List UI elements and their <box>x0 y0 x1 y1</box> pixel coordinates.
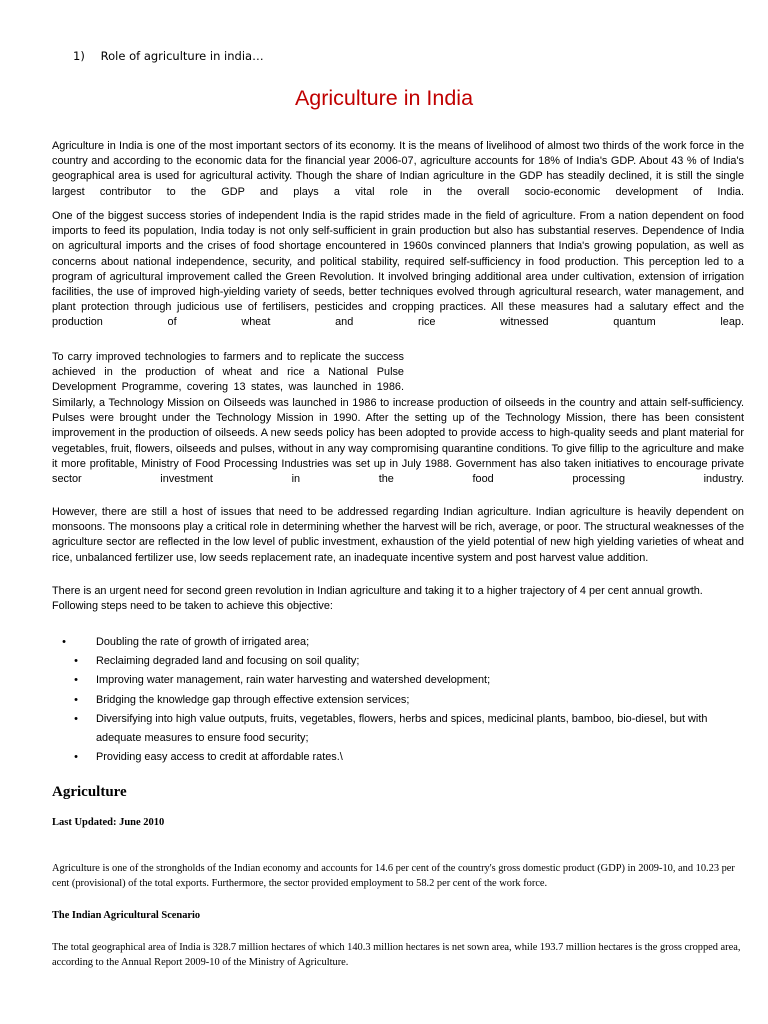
paragraph-pulse-programme: To carry improved technologies to farmers and to replicate the success achieved in the production of wheat and rice a National Pulse Development Programme, covering 13 states, was launched in 1986. <box>52 351 404 394</box>
bullet-icon: • <box>74 712 78 725</box>
list-item: • Doubling the rate of growth of irrigated area; <box>52 633 744 652</box>
heading-text: Role of agriculture in india… <box>100 49 264 63</box>
bullet-icon: • <box>74 655 78 668</box>
agriculture-heading: Agriculture <box>52 784 127 800</box>
page-title: Agriculture in India <box>294 86 474 110</box>
list-item: • Bridging the knowledge gap through effective extension services; <box>52 691 744 710</box>
bullet-icon: • <box>74 693 78 706</box>
paragraph-issues: However, there are still a host of issues that need to be addressed regarding Indian agriculture. Indian agriculture is heavily dependent on monsoons. The monsoons play a critical role in determining whether the harvest will be rich, average, or poor. The structural weaknesses of the agriculture sector are reflected in the low level of public investment, exhaustion of the yield potential of new high yielding varieties of wheat and rice, unbalanced fertilizer use, low seeds replacement rate, an inadequate incentive system and post harvest value addition. <box>52 506 744 564</box>
paragraph-urgent-need: There is an urgent need for second green revolution in Indian agriculture and taking it to a higher trajectory of 4 per cent annual growth. Following steps need to be taken to achieve this objective: <box>52 585 703 613</box>
section-heading <box>73 49 264 63</box>
bullet-icon: • <box>62 636 66 648</box>
scenario-subheading: The Indian Agricultural Scenario <box>52 910 201 921</box>
steps-list <box>52 633 744 767</box>
list-item: • Providing easy access to credit at affordable rates.\ <box>52 748 744 767</box>
bullet-icon: • <box>74 674 78 687</box>
bullet-icon: • <box>74 751 78 764</box>
paragraph-oilseeds-mission: Similarly, a Technology Mission on Oilseeds was launched in 1986 to increase production of oilseeds in the country and attain self-sufficiency. Pulses were brought under the Technology Mission in 1990. After the setting up of the Technology Mission, there has been consistent improvement in the production of oilseeds. A new seeds policy has been adopted to provide access to high-quality seeds and plant material for vegetables, fruit, flowers, oilseeds and pulses, without in any way compromising quarantine conditions. To give fillip to the agriculture and make it more profitable, Ministry of Food Processing Industries was set up in July 1988. Government has also taken initiatives to encourage private sector investment in the food processing industry. <box>52 397 744 486</box>
list-item: • Diversifying into high value outputs, fruits, vegetables, flowers, herbs and spices, medicinal plants, bamboo, bio-diesel, but with adequate measures to ensure food security; <box>52 710 744 748</box>
last-updated: Last Updated: June 2010 <box>52 817 165 828</box>
heading-number: 1) <box>73 49 85 63</box>
paragraph-intro: Agriculture in India is one of the most important sectors of its economy. It is the means of livelihood of almost two thirds of the work force in the country and according to the economic data for the financial year 2006-07, agriculture accounts for 18% of India's GDP. About 43 % of India's geographical area is used for agricultural activity. Though the share of Indian agriculture in the GDP has steadily declined, it is still the single largest contributor to the GDP and plays a vital role in the overall socio-economic development of India. <box>52 140 744 198</box>
list-item: • Reclaiming degraded land and focusing on soil quality; <box>52 652 744 671</box>
paragraph-economy: Agriculture is one of the strongholds of the Indian economy and accounts for 14.6 per cent of the country's gross domestic product (GDP) in 2009-10, and 10.23 per cent (provisional) of the total exports. Furthermore, the sector provided employment to 58.2 per cent of the work force. <box>52 863 735 889</box>
paragraph-green-revolution: One of the biggest success stories of independent India is the rapid strides made in the field of agriculture. From a nation dependent on food imports to feed its population, India today is not only self-sufficient in grain production but also has substantial reserves. Dependence of India on agricultural imports and the crises of food shortage encountered in 1960s convinced planners that India's growing population, as well as concerns about national independence, security, and political stability, required self-sufficiency in food production. This perception led to a program of agricultural improvement called the Green Revolution. It involved bringing additional area under cultivation, extension of irrigation facilities, the use of improved high-yielding variety of seeds, better techniques evolved through agricultural research, water management, and plant protection through judicious use of fertilisers, pesticides and cropping practices. All these measures had a salutary effect and the production of wheat and rice witnessed quantum leap. <box>52 210 744 329</box>
list-item: • Improving water management, rain water harvesting and watershed development; <box>52 671 744 690</box>
paragraph-geography: The total geographical area of India is 328.7 million hectares of which 140.3 million hectares is net sown area, while 193.7 million hectares is the gross cropped area, according to the Annual Report 2009-10 of the Ministry of Agriculture. <box>52 942 741 968</box>
